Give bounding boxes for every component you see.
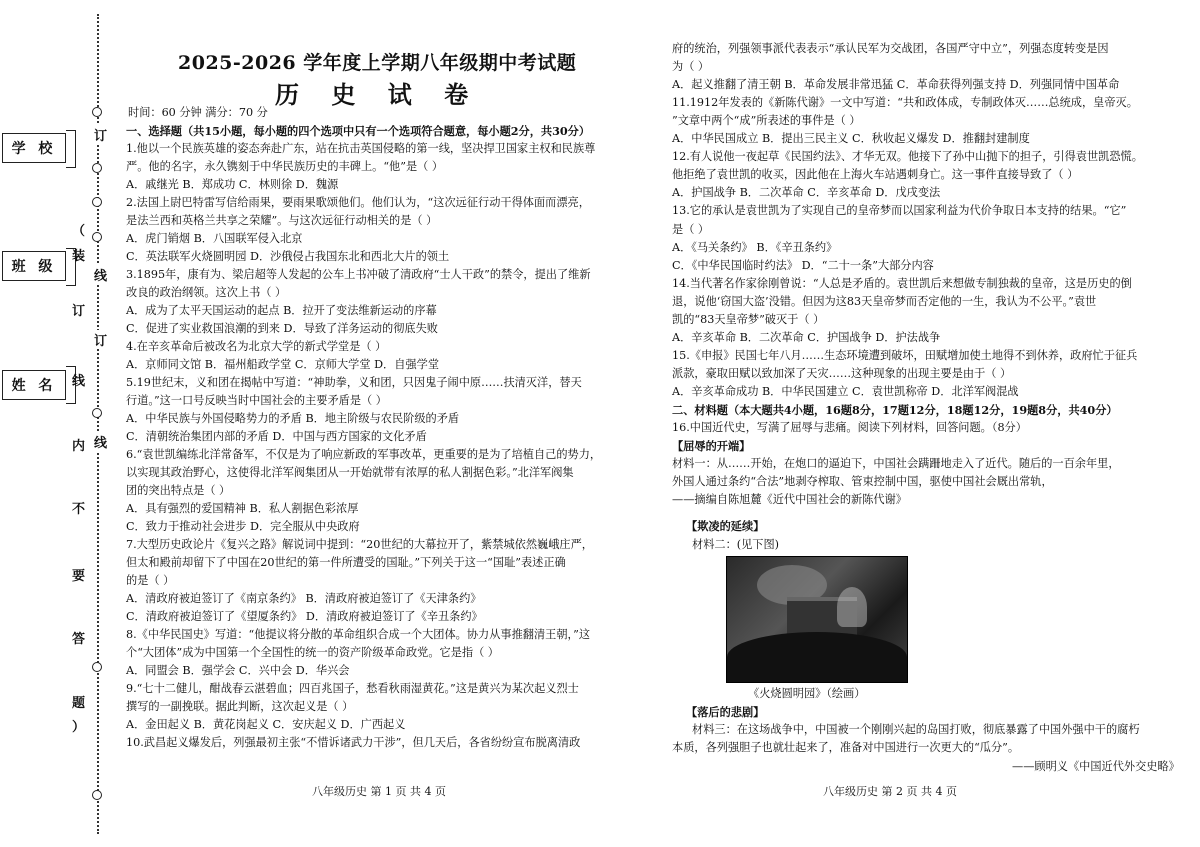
question-line: 个“大团体”成为中国第一个全国性的统一的资产阶级革命政党。它是指（ ） xyxy=(126,646,499,659)
question-line: 二、材料题（本大题共4小题，16题8分，17题12分，18题12分，19题8分，共40分） xyxy=(672,403,1118,417)
question-line: 撰写的一副挽联。据此判断，这次起义是（ ） xyxy=(126,700,354,713)
question-line: 2.法国上尉巴特雷写信给雨果，要雨果歌颂他们。他们认为，“这次远征行动干得体面而漂亮， xyxy=(126,196,590,209)
material-label: 材料二：(见下图) xyxy=(692,538,780,551)
question-line: C．清朝统治集团内部的矛盾 D．中国与西方国家的文化矛盾 xyxy=(126,430,427,443)
question-line: A．成为了太平天国运动的起点 B．拉开了变法维新运动的序幕 xyxy=(126,304,437,317)
question-line: 6.“袁世凯编练北洋常备军，不仅是为了响应新政的军事改革，更重要的是为了培植自己的势力， xyxy=(126,448,602,461)
binding-char: ） xyxy=(72,720,86,735)
binding-hole xyxy=(92,408,102,418)
question-line: A．同盟会 B．强学会 C．兴中会 D．华兴会 xyxy=(126,664,350,677)
binding-char: 订 xyxy=(72,304,86,319)
question-line: A．起义推翻了清王朝 B．革命发展非常迅猛 C．革命获得列强支持 D．列强同情中国革命 xyxy=(672,78,1120,92)
question-line: A．《马关条约》 B．《辛丑条约》 xyxy=(672,240,838,254)
question-line: ”文章中两个“成”所表述的事件是（ ） xyxy=(672,114,861,128)
question-line: 3.1895年，康有为、梁启超等人发起的公车上书冲破了清政府“士人干政”的禁令，提出了维新 xyxy=(126,268,591,281)
section-heading: 【落后的悲剧】 xyxy=(686,705,765,719)
section-heading: 【欺凌的延续】 xyxy=(686,519,765,533)
question-line: A．金田起义 B．黄花岗起义 C．安庆起义 D．广西起义 xyxy=(126,718,406,731)
question-line: 以实现其政治野心，这使得北洋军阀集团从一开始就带有浓厚的私人割据色彩。”北洋军阀集 xyxy=(126,466,574,479)
line-char: 线 xyxy=(94,432,107,451)
school-label: 学 校 xyxy=(2,133,66,163)
question-line: 14.当代著名作家徐刚曾说：“人总是矛盾的。袁世凯后来想做专制独裁的皇帝，这是历史的倒 xyxy=(672,276,1132,290)
binding-char: 装 xyxy=(72,249,86,264)
question-line: 4.在辛亥革命后被改名为北京大学的新式学堂是（ ） xyxy=(126,340,387,353)
material-text: 本质，各列强胆子也就壮起来了，准备对中国进行一次更大的“瓜分”。 xyxy=(672,741,1020,754)
question-line: 凯的“83天皇帝梦”破灭于（ ） xyxy=(672,312,825,326)
binding-char: 线 xyxy=(72,374,86,389)
question-line: 改良的政治纲领。这次上书（ ） xyxy=(126,286,287,299)
question-line: 13.它的承认是袁世凯为了实现自己的皇帝梦而以国家利益为代价争取日本支持的结果。“它” xyxy=(672,204,1127,218)
question-line: 一、选择题（共15小题，每小题的四个选项中只有一个选项符合题意，每小题2分，共30分） xyxy=(126,124,591,138)
question-line: A．护国战争 B．二次革命 C．辛亥革命 D．戊戌变法 xyxy=(672,186,941,200)
question-line: A．清政府被迫签订了《南京条约》 B．清政府被迫签订了《天津条约》 xyxy=(126,592,482,605)
question-line: 1.他以一个民族英雄的姿态奔赴广东，站在抗击英国侵略的第一线，坚决捍卫国家主权和民族尊 xyxy=(126,142,596,155)
line-char: 订 xyxy=(94,125,107,144)
question-line: 材料一：从……开始，在炮口的逼迫下，中国社会蹒跚地走入了近代。随后的一百余年里， xyxy=(672,457,1120,471)
binding-char: 内 xyxy=(72,439,86,454)
binding-hole xyxy=(92,790,102,800)
question-line: 9.“七十二健儿，酣战春云湛碧血；四百兆国子，愁看秋雨湿黄花。”这是黄兴为某次起义烈士 xyxy=(126,682,579,695)
binding-strip xyxy=(0,0,118,847)
page-footer-1: 八年级历史 第 1 页 共 4 页 xyxy=(312,785,446,798)
question-line: A．京师同文馆 B．福州船政学堂 C．京师大学堂 D．自强学堂 xyxy=(126,358,440,371)
question-line: 10.武昌起义爆发后，列强最初主张“不惜诉诸武力干涉”，但几天后，各省纷纷宣布脱离清政 xyxy=(126,736,581,749)
question-line: 5.19世纪末，义和团在揭帖中写道：“神助拳，义和团，只因鬼子闹中原……扶清灭洋，替天 xyxy=(126,376,582,389)
question-line: 团的突出特点是（ ） xyxy=(126,484,231,497)
school-field[interactable] xyxy=(66,130,76,168)
binding-char: 不 xyxy=(72,502,86,517)
question-line: 12.有人说他一夜起草《民国约法》、才华无双。他接下了孙中山抛下的担子，引得袁世凯恐慌。 xyxy=(672,150,1143,164)
question-line: C．《中华民国临时约法》 D．“二十一条”大部分内容 xyxy=(672,258,934,272)
binding-char: （ xyxy=(72,224,86,239)
binding-hole xyxy=(92,197,102,207)
question-line: 8.《中华民国史》写道：“他提议将分散的革命组织合成一个大团体。协力从事推翻清王朝，”这 xyxy=(126,628,591,641)
question-line: C．促进了实业救国浪潮的到来 D．导致了洋务运动的彻底失败 xyxy=(126,322,438,335)
material-text: 材料三：在这场战争中，中国被一个刚刚兴起的岛国打败，彻底暴露了中国外强中干的腐朽 xyxy=(692,723,1140,736)
question-line: A．戚继光 B．郑成功 C．林则徐 D．魏源 xyxy=(126,178,339,191)
question-line: 为（ ） xyxy=(672,60,710,74)
question-line: 派款，豪取田赋以致加深了天灾……这种现象的出现主要是由于（ ） xyxy=(672,366,1012,380)
question-line: 15.《申报》民国七年八月……生态环境遭到破坏，田赋增加使土地得不到休养，政府忙于征兵 xyxy=(672,348,1138,362)
question-line: 但太和殿前却留下了中国在20世纪的第一件所遭受的国耻。”下列关于这一“国耻”表述正确 xyxy=(126,556,566,569)
line-char: 线 xyxy=(94,265,107,284)
binding-hole xyxy=(92,232,102,242)
exam-meta: 时间：60 分钟 满分：70 分 xyxy=(128,106,268,119)
exam-subtitle: 历 史 试 卷 xyxy=(275,80,481,109)
question-line: A．虎门销烟 B．八国联军侵入北京 xyxy=(126,232,303,245)
question-line: 他拒绝了袁世凯的收买，因此他在上海火车站遇刺身亡。这一事件直接导致了（ ） xyxy=(672,168,1079,182)
binding-hole xyxy=(92,107,102,117)
question-line: 16.中国近代史，写满了屈辱与悲痛。阅读下列材料，回答问题。（8分） xyxy=(672,421,1027,435)
question-line: A．具有强烈的爱国精神 B．私人割据色彩浓厚 xyxy=(126,502,359,515)
question-line: 的是（ ） xyxy=(126,574,175,587)
question-line: 11.1912年发表的《新陈代谢》一文中写道：“共和政体成，专制政体灭……总统成，皇帝灭。 xyxy=(672,96,1138,110)
name-label: 姓 名 xyxy=(2,370,66,400)
question-line: 外国人通过条约“合法”地剥夺榨取、管束控制中国，驱使中国社会厩出常轨， xyxy=(672,475,1053,489)
question-line: ——摘编自陈旭麓《近代中国社会的新陈代谢》 xyxy=(672,493,907,507)
binding-hole xyxy=(92,662,102,672)
binding-hole xyxy=(92,163,102,173)
question-line: 行道。”这一口号反映当时中国社会的主要矛盾是（ ） xyxy=(126,394,387,407)
question-line: 【屈辱的开端】 xyxy=(672,439,751,454)
question-line: A．中华民国成立 B．提出三民主义 C．秋收起义爆发 D．推翻封建制度 xyxy=(672,132,1030,146)
binding-char: 要 xyxy=(72,569,86,584)
question-line: 严。他的名字，永久镌刻于中华民族历史的丰碑上。“他”是（ ） xyxy=(126,160,444,173)
burning-yuanmingyuan-painting xyxy=(726,556,908,683)
question-line: 是（ ） xyxy=(672,222,710,236)
question-line: C．英法联军火烧圆明园 D．沙俄侵占我国东北和西北大片的领土 xyxy=(126,250,450,263)
question-line: C．清政府被迫签订了《望厦条约》 D．清政府被迫签订了《辛丑条约》 xyxy=(126,610,483,623)
line-char: 订 xyxy=(94,330,107,349)
exam-title: 2025-2026 学年度上学期八年级期中考试题 xyxy=(178,52,577,74)
image-caption: 《火烧圆明园》（绘画） xyxy=(748,687,866,700)
page-footer-2: 八年级历史 第 2 页 共 4 页 xyxy=(823,785,957,798)
binding-char: 答 xyxy=(72,632,86,647)
question-line: A．辛亥革命成功 B．中华民国建立 C．袁世凯称帝 D．北洋军阀混战 xyxy=(672,384,1019,398)
material-source: ——顾明义《中国近代外交史略》 xyxy=(1012,760,1180,773)
question-line: A．辛亥革命 B．二次革命 C．护国战争 D．护法战争 xyxy=(672,330,941,344)
question-line: 7.大型历史政论片《复兴之路》解说词中提到：“20世纪的大幕拉开了，紫禁城依然巍峨庄严， xyxy=(126,538,593,551)
question-line: 府的统治，列强领事派代表表示“承认民军为交战团，各国严守中立”，列强态度转变是因 xyxy=(672,42,1109,55)
binding-char: 题 xyxy=(72,696,86,711)
question-line: 是法兰西和英格兰共享之荣耀”。与这次远征行动相关的是（ ） xyxy=(126,214,438,227)
question-line: C．致力于推动社会进步 D．完全服从中央政府 xyxy=(126,520,360,533)
question-line: A．中华民族与外国侵略势力的矛盾 B．地主阶级与农民阶级的矛盾 xyxy=(126,412,460,425)
question-line: 退，说他‘窃国大盗’没错。但因为这83天皇帝梦而否定他的一生，我认为不公平。”袁世 xyxy=(672,294,1097,308)
class-label: 班 级 xyxy=(2,251,66,281)
